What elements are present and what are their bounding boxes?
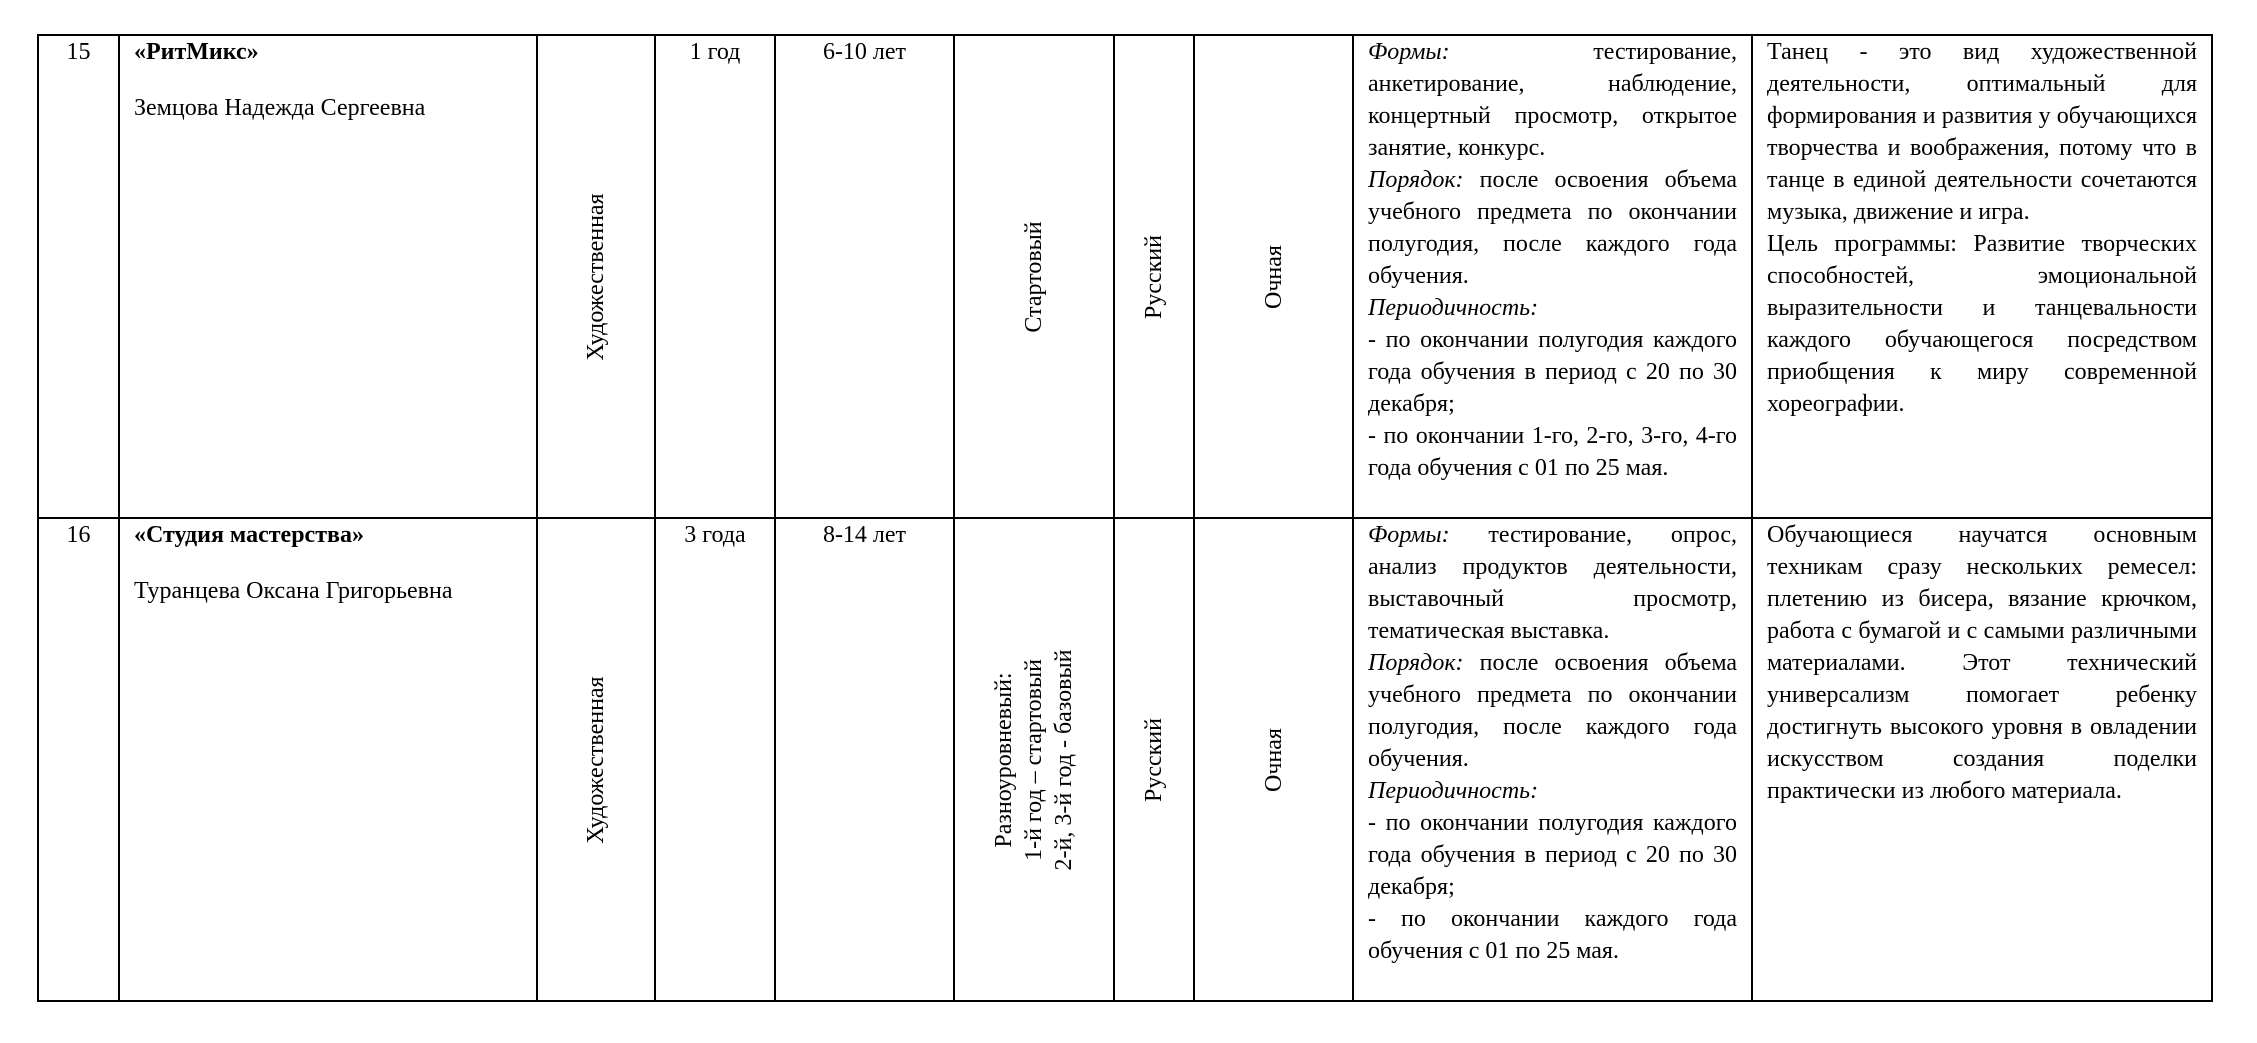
program-cell — [119, 518, 537, 1001]
table-row — [38, 518, 2212, 1001]
period-item: - по окончании каждого года обучения с 01 по 25 мая. — [1368, 906, 1737, 964]
attestation-forms — [1368, 36, 1737, 164]
period-label: Периодичность: — [1368, 295, 1539, 321]
level-text: Разноуровневый: — [991, 671, 1017, 848]
duration-text: 1 год — [689, 39, 741, 65]
period-item: - по окончании 1-го, 2-го, 3-го, 4-го года обучения с 01 по 25 мая. — [1368, 423, 1737, 481]
programs-table — [37, 34, 2213, 1002]
direction-cell — [537, 35, 655, 518]
row-number-cell — [38, 35, 119, 518]
age-cell — [775, 35, 954, 518]
attestation-cell — [1353, 35, 1752, 518]
language-cell — [1114, 518, 1194, 1001]
attestation-cell — [1353, 518, 1752, 1001]
order-text: после освоения объема учебного предмета по окончании полугодия, после каждого года обучения. — [1368, 167, 1737, 289]
program-title: «Студия мастерства» — [134, 522, 364, 548]
row-number-cell — [38, 518, 119, 1001]
age-cell — [775, 518, 954, 1001]
forms-text: тестирование, опрос, анализ продуктов деятельности, выставочный просмотр, тематическая выставка. — [1368, 522, 1737, 644]
duration-cell — [655, 35, 775, 518]
age-text: 8-14 лет — [822, 522, 907, 548]
row-number: 16 — [66, 522, 91, 548]
program-title: «РитМикс» — [134, 39, 259, 65]
annotation-paragraph: Цель программы: Развитие творческих способностей, эмоциональной выразительности и танцевальности каждого обучающегося посредством приобщения к миру современной хореографии. — [1767, 231, 2197, 417]
duration-cell — [655, 518, 775, 1001]
annotation-cell — [1752, 35, 2212, 518]
form-cell — [1194, 35, 1353, 518]
direction-text: Художественная — [583, 675, 609, 844]
program-author: Туранцева Оксана Григорьевна — [134, 578, 453, 604]
direction-cell — [537, 518, 655, 1001]
order-text: после освоения объема учебного предмета по окончании полугодия, после каждого года обучения. — [1368, 650, 1737, 772]
level-cell — [954, 35, 1114, 518]
attestation-forms — [1368, 519, 1737, 647]
form-cell — [1194, 518, 1353, 1001]
row-number: 15 — [66, 39, 91, 65]
duration-text: 3 года — [684, 522, 746, 548]
annotation-paragraph: Танец - это вид художественной деятельности, оптимальный для формирования и развития у обучающихся творчества и воображения, потому что в танце в единой деятельности сочетаются музыка, движение и игра. — [1767, 39, 2197, 225]
annotation-cell — [1752, 518, 2212, 1001]
order-label: Порядок: — [1368, 650, 1464, 676]
form-text: Очная — [1260, 727, 1287, 792]
level-text: Стартовый — [1021, 220, 1047, 333]
period-item: - по окончании полугодия каждого года обучения в период с 20 по 30 декабря; — [1368, 327, 1737, 417]
language-text: Русский — [1141, 234, 1167, 319]
annotation-paragraph: Обучающиеся научатся основным техникам сразу нескольких ремесел: плетению из бисера, вязание крючком, работа с бумагой и с самыми различными материалами. Этот технический универсализм помогает ребенку достигнуть высокого уровня в овладении искусством создания поделки практически из любого материала. — [1767, 522, 2197, 804]
level-cell — [954, 518, 1114, 1001]
period-item: - по окончании полугодия каждого года обучения в период с 20 по 30 декабря; — [1368, 810, 1737, 900]
forms-label: Формы: — [1368, 522, 1450, 548]
language-cell — [1114, 35, 1194, 518]
order-label: Порядок: — [1368, 167, 1464, 193]
level-text: 2-й, 3-й год - базовый — [1051, 649, 1077, 870]
period-label: Периодичность: — [1368, 778, 1539, 804]
table-row — [38, 35, 2212, 518]
attestation-order — [1368, 164, 1737, 292]
form-text: Очная — [1260, 244, 1287, 309]
forms-label: Формы: — [1368, 39, 1450, 65]
level-text: 1-й год – стартовый — [1021, 658, 1047, 861]
forms-text: тестирование, анкетирование, наблюдение, концертный просмотр, открытое занятие, конкурс. — [1368, 39, 1737, 161]
program-author: Земцова Надежда Сергеевна — [134, 95, 426, 121]
language-text: Русский — [1141, 717, 1167, 802]
age-text: 6-10 лет — [822, 39, 907, 65]
direction-text: Художественная — [583, 192, 609, 361]
program-cell — [119, 35, 537, 518]
attestation-order — [1368, 647, 1737, 775]
